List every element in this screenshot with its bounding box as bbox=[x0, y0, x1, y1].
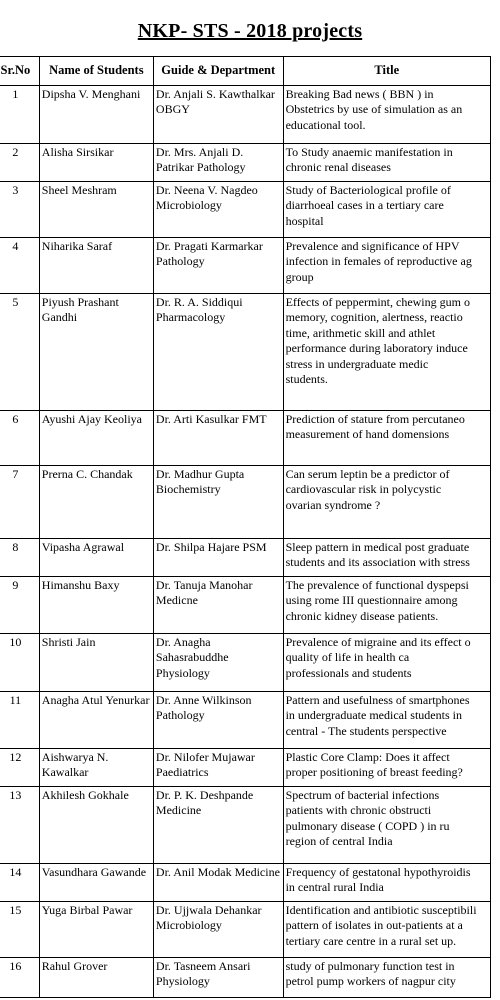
column-header-title: Title bbox=[283, 57, 490, 86]
title-line: in undergraduate medical students in bbox=[285, 708, 462, 723]
table-row bbox=[0, 577, 491, 634]
cell-guide-department: Dr. Ujjwala Dehankar Microbiology bbox=[153, 902, 283, 958]
title-line: Prevalence of migraine and its effect o bbox=[285, 635, 471, 649]
table-body bbox=[0, 86, 491, 998]
cell-student-name: Vipasha Agrawal bbox=[39, 539, 153, 577]
table-row bbox=[0, 539, 491, 577]
cell-guide-department: Dr. Anagha Sahasrabuddhe Physiology bbox=[153, 634, 283, 692]
cell-project-title bbox=[283, 577, 490, 634]
projects-table bbox=[0, 56, 491, 998]
title-line: performance during laboratory induce bbox=[285, 341, 468, 356]
cell-sr-no: 12 bbox=[0, 749, 39, 787]
title-line: educational tool. bbox=[285, 117, 366, 132]
title-line: in central rural India bbox=[285, 880, 384, 895]
cell-student-name: Piyush Prashant Gandhi bbox=[39, 294, 153, 411]
cell-sr-no: 6 bbox=[0, 411, 39, 466]
title-line: Can serum leptin be a predictor of bbox=[285, 467, 450, 481]
cell-sr-no: 9 bbox=[0, 577, 39, 634]
cell-sr-no: 16 bbox=[0, 958, 39, 998]
cell-sr-no: 11 bbox=[0, 692, 39, 749]
cell-guide-department: Dr. Shilpa Hajare PSM bbox=[153, 539, 283, 577]
title-line: Obstetrics by use of simulation as an bbox=[285, 102, 463, 117]
page-title: NKP- STS - 2018 projects bbox=[137, 20, 363, 42]
cell-project-title bbox=[283, 144, 490, 182]
cell-student-name: Alisha Sirsikar bbox=[39, 144, 153, 182]
cell-student-name: Ayushi Ajay Keoliya bbox=[39, 411, 153, 466]
cell-sr-no: 2 bbox=[0, 144, 39, 182]
cell-guide-department: Dr. Nilofer Mujawar Paediatrics bbox=[153, 749, 283, 787]
title-line: Prevalence and significance of HPV bbox=[285, 239, 460, 253]
cell-student-name: Akhilesh Gokhale bbox=[39, 787, 153, 864]
cell-guide-department: Dr. Mrs. Anjali D. Patrikar Pathology bbox=[153, 144, 283, 182]
table-row bbox=[0, 634, 491, 692]
cell-sr-no: 4 bbox=[0, 238, 39, 294]
title-line: cardiovascular risk in polycystic bbox=[285, 482, 442, 497]
title-line: tertiary care centre in a rural set up. bbox=[285, 933, 457, 948]
title-line: proper positioning of breast feeding? bbox=[285, 765, 463, 780]
cell-guide-department: Dr. Madhur Gupta Biochemistry bbox=[153, 466, 283, 539]
title-line: Prediction of stature from percutaneo bbox=[285, 412, 465, 426]
title-line: patients with chronic obstructi bbox=[285, 803, 432, 818]
title-line: chronic kidney disease patients. bbox=[285, 608, 439, 623]
column-header-sr-no: Sr.No bbox=[0, 57, 39, 86]
cell-guide-department: Dr. Arti Kasulkar FMT bbox=[153, 411, 283, 466]
title-line: Identification and antibiotic susceptibili bbox=[285, 903, 477, 917]
table-row bbox=[0, 787, 491, 864]
table-row bbox=[0, 411, 491, 466]
cell-project-title bbox=[283, 787, 490, 864]
cell-project-title bbox=[283, 294, 490, 411]
title-line: chronic renal diseases bbox=[285, 160, 391, 175]
title-line: Spectrum of bacterial infections bbox=[285, 788, 440, 802]
title-line: study of pulmonary function test in bbox=[285, 959, 455, 973]
cell-guide-department: Dr. R. A. Siddiqui Pharmacology bbox=[153, 294, 283, 411]
cell-student-name: Shristi Jain bbox=[39, 634, 153, 692]
cell-student-name: Dipsha V. Menghani bbox=[39, 86, 153, 144]
title-line: Breaking Bad news ( BBN ) in bbox=[285, 87, 434, 101]
cell-guide-department: Dr. Anjali S. Kawthalkar OBGY bbox=[153, 86, 283, 144]
table-header-row bbox=[0, 57, 491, 86]
cell-student-name: Vasundhara Gawande bbox=[39, 864, 153, 902]
cell-project-title bbox=[283, 539, 490, 577]
table-row bbox=[0, 692, 491, 749]
table-row bbox=[0, 958, 491, 998]
table-row bbox=[0, 294, 491, 411]
title-line: The prevalence of functional dyspepsi bbox=[285, 578, 469, 592]
cell-student-name: Prerna C. Chandak bbox=[39, 466, 153, 539]
title-line: students. bbox=[285, 372, 328, 387]
title-line: pulmonary disease ( COPD ) in ru bbox=[285, 818, 450, 833]
table-row bbox=[0, 466, 491, 539]
title-line: pattern of isolates in out-patients at a bbox=[285, 918, 463, 933]
cell-sr-no: 7 bbox=[0, 466, 39, 539]
title-line: using rome III questionnaire among bbox=[285, 593, 458, 608]
title-line: time, arithmetic skill and athlet bbox=[285, 325, 436, 340]
cell-guide-department: Dr. Pragati Karmarkar Pathology bbox=[153, 238, 283, 294]
title-line: stress in undergraduate medic bbox=[285, 356, 429, 371]
title-line: measurement of hand domensions bbox=[285, 427, 450, 442]
cell-student-name: Sheel Meshram bbox=[39, 182, 153, 238]
title-line: diarrhoeal cases in a tertiary care bbox=[285, 198, 444, 213]
cell-sr-no: 14 bbox=[0, 864, 39, 902]
title-line: students and its association with stress bbox=[285, 555, 470, 570]
cell-sr-no: 15 bbox=[0, 902, 39, 958]
title-line: infection in females of reproductive ag bbox=[285, 254, 472, 269]
title-line: professionals and students bbox=[285, 665, 412, 680]
cell-project-title bbox=[283, 902, 490, 958]
title-line: Sleep pattern in medical post graduate bbox=[285, 540, 470, 554]
table-row bbox=[0, 749, 491, 787]
cell-guide-department: Dr. Tasneem Ansari Physiology bbox=[153, 958, 283, 998]
cell-project-title bbox=[283, 466, 490, 539]
cell-sr-no: 8 bbox=[0, 539, 39, 577]
title-line: Effects of peppermint, chewing gum o bbox=[285, 295, 470, 309]
cell-student-name: Anagha Atul Yenurkar bbox=[39, 692, 153, 749]
cell-sr-no: 3 bbox=[0, 182, 39, 238]
cell-guide-department: Dr. Neena V. Nagdeo Microbiology bbox=[153, 182, 283, 238]
cell-guide-department: Dr. Anne Wilkinson Pathology bbox=[153, 692, 283, 749]
cell-guide-department: Dr. Tanuja Manohar Medicne bbox=[153, 577, 283, 634]
cell-student-name: Rahul Grover bbox=[39, 958, 153, 998]
cell-project-title bbox=[283, 749, 490, 787]
title-line: To Study anaemic manifestation in bbox=[285, 145, 453, 159]
table-row bbox=[0, 144, 491, 182]
cell-sr-no: 5 bbox=[0, 294, 39, 411]
title-line: Frequency of gestatonal hypothyroidis bbox=[285, 865, 471, 879]
cell-project-title bbox=[283, 86, 490, 144]
table-row bbox=[0, 182, 491, 238]
table-row bbox=[0, 86, 491, 144]
cell-project-title bbox=[283, 238, 490, 294]
cell-guide-department: Dr. P. K. Deshpande Medicine bbox=[153, 787, 283, 864]
table-row bbox=[0, 238, 491, 294]
cell-project-title bbox=[283, 958, 490, 998]
title-line: ovarian syndrome ? bbox=[285, 497, 381, 512]
title-line: quality of life in health ca bbox=[285, 650, 410, 665]
cell-guide-department: Dr. Anil Modak Medicine bbox=[153, 864, 283, 902]
cell-project-title bbox=[283, 182, 490, 238]
cell-student-name: Yuga Birbal Pawar bbox=[39, 902, 153, 958]
cell-student-name: Himanshu Baxy bbox=[39, 577, 153, 634]
cell-student-name: Aishwarya N. Kawalkar bbox=[39, 749, 153, 787]
cell-project-title bbox=[283, 634, 490, 692]
title-line: Plastic Core Clamp: Does it affect bbox=[285, 750, 450, 764]
title-line: central - The students perspective bbox=[285, 723, 447, 738]
column-header-guide-department: Guide & Department bbox=[153, 57, 283, 86]
cell-student-name: Niharika Saraf bbox=[39, 238, 153, 294]
cell-project-title bbox=[283, 692, 490, 749]
title-line: petrol pump workers of nagpur city bbox=[285, 974, 456, 989]
title-line: hospital bbox=[285, 213, 324, 228]
title-line: Study of Bacteriological profile of bbox=[285, 183, 451, 197]
title-line: group bbox=[285, 269, 314, 284]
cell-sr-no: 1 bbox=[0, 86, 39, 144]
title-line: region of central India bbox=[285, 834, 393, 849]
column-header-student-name: Name of Students bbox=[39, 57, 153, 86]
cell-project-title bbox=[283, 864, 490, 902]
title-line: Pattern and usefulness of smartphones bbox=[285, 693, 470, 707]
table-row bbox=[0, 864, 491, 902]
cell-sr-no: 10 bbox=[0, 634, 39, 692]
table-row bbox=[0, 902, 491, 958]
title-line: memory, cognition, alertness, reactio bbox=[285, 310, 463, 325]
cell-project-title bbox=[283, 411, 490, 466]
cell-sr-no: 13 bbox=[0, 787, 39, 864]
